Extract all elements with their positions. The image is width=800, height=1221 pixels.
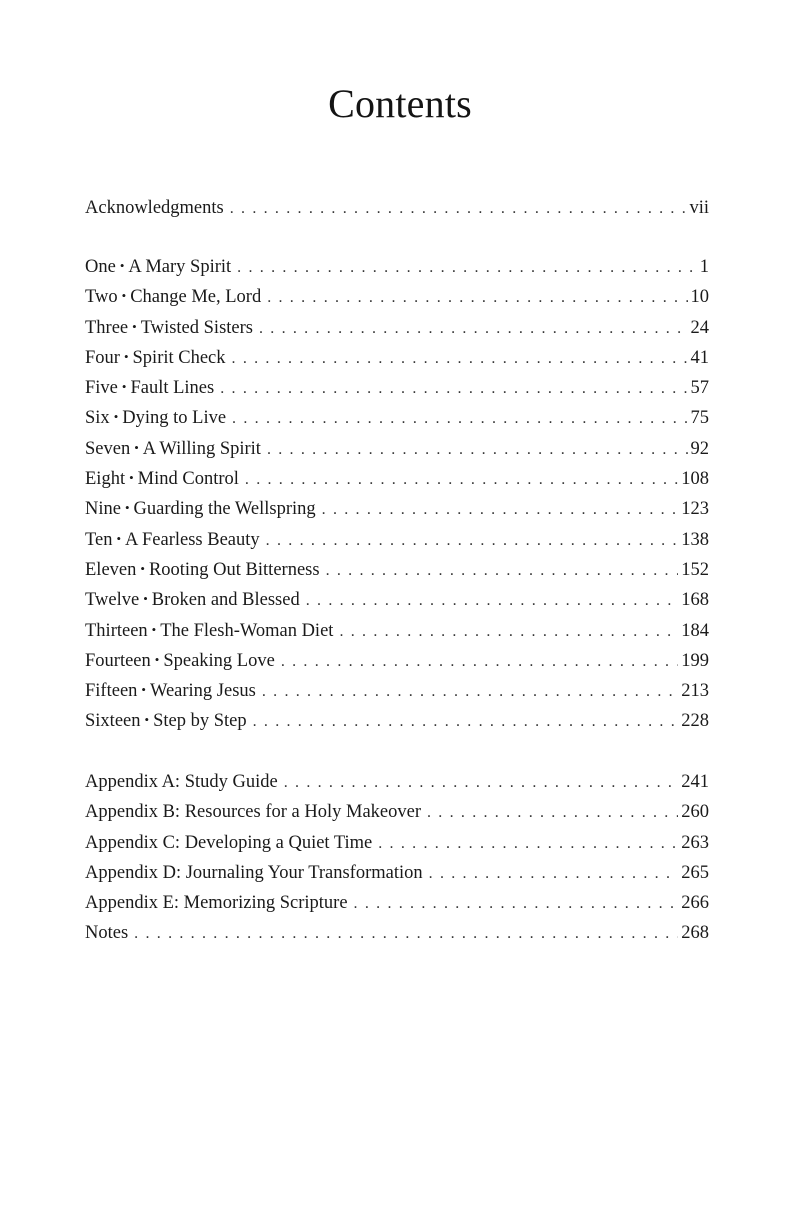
toc-entry-page: 268 xyxy=(681,923,709,944)
toc-entry-chapter[interactable] xyxy=(85,555,709,585)
bullet-separator-icon: • xyxy=(116,530,122,546)
chapter-number: Fifteen xyxy=(85,681,138,702)
chapter-number: Twelve xyxy=(85,590,140,611)
toc-entry-page: 10 xyxy=(690,287,709,308)
dot-leader xyxy=(237,253,697,283)
dot-leader xyxy=(134,919,678,949)
toc-entry-page: 260 xyxy=(681,802,709,823)
chapter-title: Mind Control xyxy=(137,469,239,490)
toc-entry-appendix[interactable] xyxy=(85,828,709,858)
toc-entry-chapter[interactable] xyxy=(85,434,709,464)
toc-entry-title xyxy=(85,403,232,434)
bullet-separator-icon: • xyxy=(123,348,129,364)
toc-entry-page: 228 xyxy=(681,711,709,732)
dot-leader xyxy=(220,374,687,404)
dot-leader xyxy=(378,829,678,859)
chapter-title: Spirit Check xyxy=(132,347,226,368)
chapter-title: Rooting Out Bitterness xyxy=(148,559,320,580)
toc-entry-page: 24 xyxy=(690,317,709,338)
toc-entry-page: 263 xyxy=(681,832,709,853)
toc-entry-page: 41 xyxy=(690,347,709,368)
toc-entry-title: Appendix C: Developing a Quiet Time xyxy=(85,832,373,853)
bullet-separator-icon: • xyxy=(113,409,119,425)
chapter-number: Four xyxy=(85,347,120,368)
toc-entry-page: 266 xyxy=(681,893,709,914)
front-matter-section xyxy=(85,193,709,223)
toc-entry-page: 168 xyxy=(681,590,709,611)
chapter-title: Dying to Live xyxy=(122,408,227,429)
toc-entry-title xyxy=(85,373,220,404)
toc-entry-title xyxy=(85,706,253,737)
toc-entry-title xyxy=(85,434,267,465)
toc-entry-title: Acknowledgments xyxy=(85,198,224,218)
bullet-separator-icon: • xyxy=(141,682,146,698)
toc-entry-title: Appendix B: Resources for a Holy Makeover xyxy=(85,802,421,823)
toc-entry-appendix[interactable] xyxy=(85,858,709,888)
chapter-number: Fourteen xyxy=(85,650,151,671)
dot-leader xyxy=(266,526,679,556)
toc-entry-title xyxy=(85,464,245,495)
toc-entry-title: Appendix A: Study Guide xyxy=(85,772,278,792)
dot-leader xyxy=(427,798,678,828)
bullet-separator-icon: • xyxy=(143,591,148,607)
toc-entry-page: 57 xyxy=(690,378,709,399)
toc-entry-appendix[interactable] xyxy=(85,918,709,948)
dot-leader xyxy=(281,647,678,677)
toc-entry-title: Notes xyxy=(85,923,129,944)
chapter-number: Thirteen xyxy=(85,620,148,641)
toc-entry-page: vii xyxy=(689,198,709,218)
toc-entry-title xyxy=(85,525,266,556)
chapter-title: A Mary Spirit xyxy=(128,257,232,277)
toc-entry-appendix[interactable] xyxy=(85,888,709,918)
toc-entry-acknowledgments[interactable] xyxy=(85,193,709,223)
toc-entry-chapter[interactable] xyxy=(85,373,709,403)
toc-entry-title: Appendix E: Memorizing Scripture xyxy=(85,893,348,914)
dot-leader xyxy=(284,768,679,798)
toc-entry-page: 241 xyxy=(681,772,709,792)
toc-entry-appendix[interactable] xyxy=(85,767,709,797)
toc-entry-chapter[interactable] xyxy=(85,706,709,736)
dot-leader xyxy=(245,465,678,495)
dot-leader xyxy=(339,617,678,647)
toc-entry-title: Appendix D: Journaling Your Transformation xyxy=(85,862,423,883)
chapter-number: Seven xyxy=(85,438,131,459)
toc-entry-chapter[interactable] xyxy=(85,282,709,312)
bullet-separator-icon: • xyxy=(121,288,127,304)
bullet-separator-icon: • xyxy=(121,379,127,395)
toc-entry-chapter[interactable] xyxy=(85,676,709,706)
toc-entry-chapter[interactable] xyxy=(85,494,709,524)
toc-entry-page: 1 xyxy=(699,257,709,277)
toc-entry-page: 108 xyxy=(681,469,709,490)
chapter-title: Fault Lines xyxy=(130,378,215,399)
bullet-separator-icon: • xyxy=(132,318,137,334)
bullet-separator-icon: • xyxy=(129,470,134,486)
toc-entry-chapter[interactable] xyxy=(85,403,709,433)
chapter-title: Step by Step xyxy=(153,711,247,732)
toc-entry-title xyxy=(85,585,306,616)
toc-entry-title xyxy=(85,616,339,647)
chapters-section xyxy=(85,252,709,737)
dot-leader xyxy=(429,859,679,889)
chapter-title: Speaking Love xyxy=(163,650,275,671)
chapter-number: Six xyxy=(85,408,110,429)
chapter-title: A Fearless Beauty xyxy=(125,529,260,550)
toc-entry-chapter[interactable] xyxy=(85,585,709,615)
toc-entry-title xyxy=(85,282,267,313)
toc-entry-chapter[interactable] xyxy=(85,343,709,373)
toc-entry-chapter[interactable] xyxy=(85,464,709,494)
toc-entry-page: 75 xyxy=(690,408,709,429)
bullet-separator-icon: • xyxy=(124,500,130,516)
chapter-number: Sixteen xyxy=(85,711,141,732)
dot-leader xyxy=(267,435,688,465)
chapter-title: Twisted Sisters xyxy=(140,317,253,338)
toc-entry-chapter[interactable] xyxy=(85,525,709,555)
chapter-title: Guarding the Wellspring xyxy=(133,499,316,520)
bullet-separator-icon: • xyxy=(144,712,150,728)
toc-entry-page: 199 xyxy=(681,650,709,671)
toc-entry-chapter[interactable] xyxy=(85,646,709,676)
toc-entry-page: 123 xyxy=(681,499,709,520)
toc-entry-page: 138 xyxy=(681,529,709,550)
toc-entry-title xyxy=(85,343,232,374)
chapter-number: Two xyxy=(85,287,118,308)
toc-entry-chapter[interactable] xyxy=(85,313,709,343)
bullet-separator-icon: • xyxy=(119,258,125,273)
dot-leader xyxy=(259,314,688,344)
dot-leader xyxy=(322,495,679,525)
chapter-title: The Flesh-Woman Diet xyxy=(160,620,334,641)
toc-entry-page: 184 xyxy=(681,620,709,641)
chapter-title: Broken and Blessed xyxy=(151,590,300,611)
toc-entry-page: 92 xyxy=(690,438,709,459)
dot-leader xyxy=(306,586,679,616)
dot-leader xyxy=(253,707,679,737)
toc-entry-title xyxy=(85,646,281,677)
toc-entry-page: 265 xyxy=(681,862,709,883)
chapter-title: Wearing Jesus xyxy=(149,681,256,702)
dot-leader xyxy=(232,344,688,374)
toc-entry-chapter[interactable] xyxy=(85,616,709,646)
chapter-number: Nine xyxy=(85,499,121,520)
chapter-number: Three xyxy=(85,317,129,338)
dot-leader xyxy=(326,556,679,586)
dot-leader xyxy=(267,283,687,313)
toc-entry-title xyxy=(85,252,237,283)
chapter-title: A Willing Spirit xyxy=(142,438,261,459)
toc-entry-title xyxy=(85,494,322,525)
bullet-separator-icon: • xyxy=(140,560,145,576)
page-title: Contents xyxy=(328,81,472,126)
chapter-number: Eight xyxy=(85,469,126,490)
dot-leader xyxy=(232,404,687,434)
chapter-number: Eleven xyxy=(85,559,137,580)
chapter-number: Five xyxy=(85,378,118,399)
toc-entry-page: 213 xyxy=(681,681,709,702)
dot-leader xyxy=(354,889,679,919)
dot-leader xyxy=(262,677,678,707)
chapter-title: Change Me, Lord xyxy=(130,287,262,308)
toc-entry-appendix[interactable] xyxy=(85,797,709,827)
toc-entry-chapter[interactable] xyxy=(85,252,709,282)
chapter-number: Ten xyxy=(85,529,113,550)
toc-entry-title xyxy=(85,313,259,344)
bullet-separator-icon: • xyxy=(151,621,157,637)
toc-entry-title xyxy=(85,555,326,586)
back-matter-section xyxy=(85,767,709,949)
toc-entry-title xyxy=(85,676,262,707)
bullet-separator-icon: • xyxy=(134,439,139,455)
toc-entry-page: 152 xyxy=(681,559,709,580)
dot-leader xyxy=(230,194,687,224)
bullet-separator-icon: • xyxy=(154,651,160,667)
chapter-number: One xyxy=(85,257,116,277)
